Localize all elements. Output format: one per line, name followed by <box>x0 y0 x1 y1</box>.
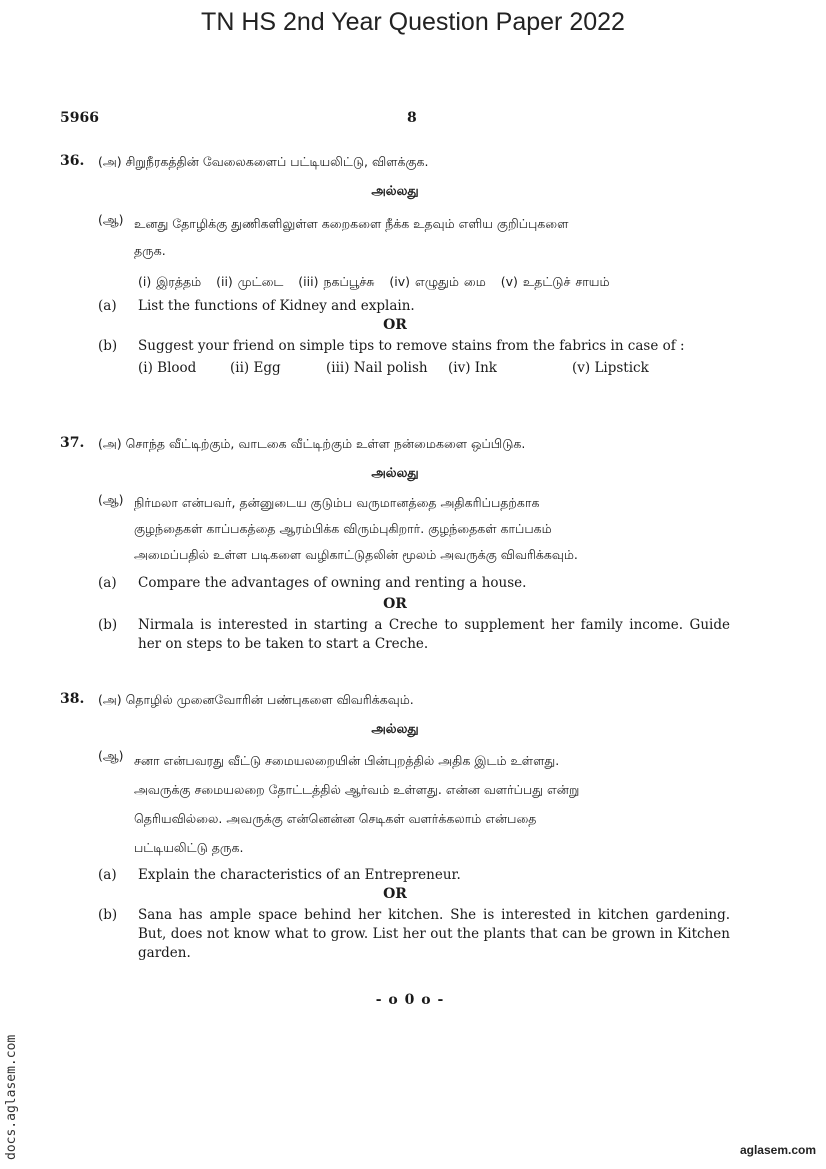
tamil-label-b: (ஆ) <box>98 492 124 507</box>
english-text-b: Nirmala is interested in starting a Creche to supplement her family income. Guide her on steps to be taken to start a Creche. <box>138 617 730 652</box>
question-38 <box>60 690 730 963</box>
english-label-a: (a) <box>98 575 117 591</box>
english-option: (i) Blood <box>138 360 197 376</box>
question-number: 36. <box>60 153 85 169</box>
site-watermark: aglasem.com <box>739 1143 816 1157</box>
tamil-text-a: சிறுநீரகத்தின் வேலைகளைப் பட்டியலிட்டு, விளக்குக. <box>125 154 429 169</box>
english-label-a: (a) <box>98 298 117 314</box>
english-part-b <box>60 906 730 963</box>
english-option: (ii) Egg <box>230 360 281 376</box>
tamil-line: தெரியவில்லை. அவருக்கு என்னென்ன செடிகள் வளர்க்கலாம் என்பதை <box>134 811 537 826</box>
tamil-line: பட்டியலிட்டு தருக. <box>134 840 244 855</box>
tamil-part-a <box>98 690 730 709</box>
question-36 <box>60 152 730 378</box>
english-option: (iv) Ink <box>448 360 497 376</box>
tamil-line: அமைப்பதில் உள்ள படிகளை வழிகாட்டுதலின் மூலம் அவருக்கு விவரிக்கவும். <box>134 547 578 562</box>
question-number: 38. <box>60 691 85 707</box>
end-of-paper-mark: - o 0 o - <box>375 992 445 1008</box>
tamil-part-b <box>60 746 730 862</box>
tamil-line: சனா என்பவரது வீட்டு சமையலறையின் பின்புறத்தில் அதிக இடம் உள்ளது. <box>134 753 560 768</box>
english-or: OR <box>383 596 407 612</box>
tamil-option: (v) உதட்டுச் சாயம் <box>500 274 610 289</box>
tamil-option: (iv) எழுதும் மை <box>389 274 486 289</box>
tamil-text-a: சொந்த வீட்டிற்கும், வாடகை வீட்டிற்கும் உள்ள நன்மைகளை ஒப்பிடுக. <box>125 436 526 451</box>
question-number: 37. <box>60 435 85 451</box>
english-option: (v) Lipstick <box>572 360 649 376</box>
english-label-b: (b) <box>98 338 118 354</box>
page-number: 8 <box>407 110 417 126</box>
english-label-b: (b) <box>98 617 118 633</box>
tamil-label-a: (அ) <box>98 154 122 169</box>
english-text-b: Sana has ample space behind her kitchen. She is interested in kitchen gardening. But, does not know what to grow. List her out the plants that can be grown in Kitchen garden. <box>138 907 730 961</box>
english-options <box>138 359 730 378</box>
tamil-options <box>138 272 730 291</box>
tamil-part-b <box>60 490 730 568</box>
question-37 <box>60 434 730 654</box>
english-option: (iii) Nail polish <box>326 360 428 376</box>
tamil-option: (iii) நகப்பூச்சு <box>298 274 375 289</box>
english-part-a <box>60 574 730 593</box>
paper-code: 5966 <box>60 110 99 126</box>
english-text-a: List the functions of Kidney and explain. <box>138 298 415 314</box>
tamil-part-a <box>98 434 730 453</box>
side-watermark: docs.aglasem.com <box>4 1034 19 1160</box>
english-or: OR <box>383 886 407 902</box>
tamil-or: அல்லது <box>371 722 419 737</box>
english-label-a: (a) <box>98 867 117 883</box>
tamil-label-a: (அ) <box>98 436 122 451</box>
tamil-line: குழந்தைகள் காப்பகத்தை ஆரம்பிக்க விரும்புகிறார். குழந்தைகள் காப்பகம் <box>134 521 552 536</box>
tamil-or: அல்லது <box>371 184 419 199</box>
tamil-line: உனது தோழிக்கு துணிகளிலுள்ள கறைகளை நீக்க உதவும் எளிய குறிப்புகளை <box>134 216 569 231</box>
tamil-text-a: தொழில் முனைவோரின் பண்புகளை விவரிக்கவும். <box>125 692 414 707</box>
tamil-part-a <box>98 152 730 171</box>
tamil-part-b <box>60 210 730 264</box>
english-text-b: Suggest your friend on simple tips to remove stains from the fabrics in case of : <box>138 338 685 354</box>
english-part-a <box>60 297 730 316</box>
english-part-a <box>60 866 730 885</box>
tamil-label-b: (ஆ) <box>98 212 124 227</box>
english-part-b <box>60 616 730 654</box>
english-label-b: (b) <box>98 907 118 923</box>
tamil-label-b: (ஆ) <box>98 748 124 763</box>
tamil-line: அவருக்கு சமையலறை தோட்டத்தில் ஆர்வம் உள்ளது. என்ன வளர்ப்பது என்று <box>134 782 580 797</box>
tamil-option: (ii) முட்டை <box>216 274 284 289</box>
english-text-a: Compare the advantages of owning and renting a house. <box>138 575 527 591</box>
tamil-or: அல்லது <box>371 466 419 481</box>
tamil-line: நிர்மலா என்பவர், தன்னுடைய குடும்ப வருமானத்தை அதிகரிப்பதற்காக <box>134 495 540 510</box>
page-banner-title: TN HS 2nd Year Question Paper 2022 <box>201 8 625 36</box>
english-text-a: Explain the characteristics of an Entrepreneur. <box>138 867 461 883</box>
tamil-label-a: (அ) <box>98 692 122 707</box>
english-part-b <box>60 337 730 356</box>
tamil-line: தருக. <box>134 243 166 258</box>
tamil-option: (i) இரத்தம் <box>138 274 202 289</box>
english-or: OR <box>383 317 407 333</box>
